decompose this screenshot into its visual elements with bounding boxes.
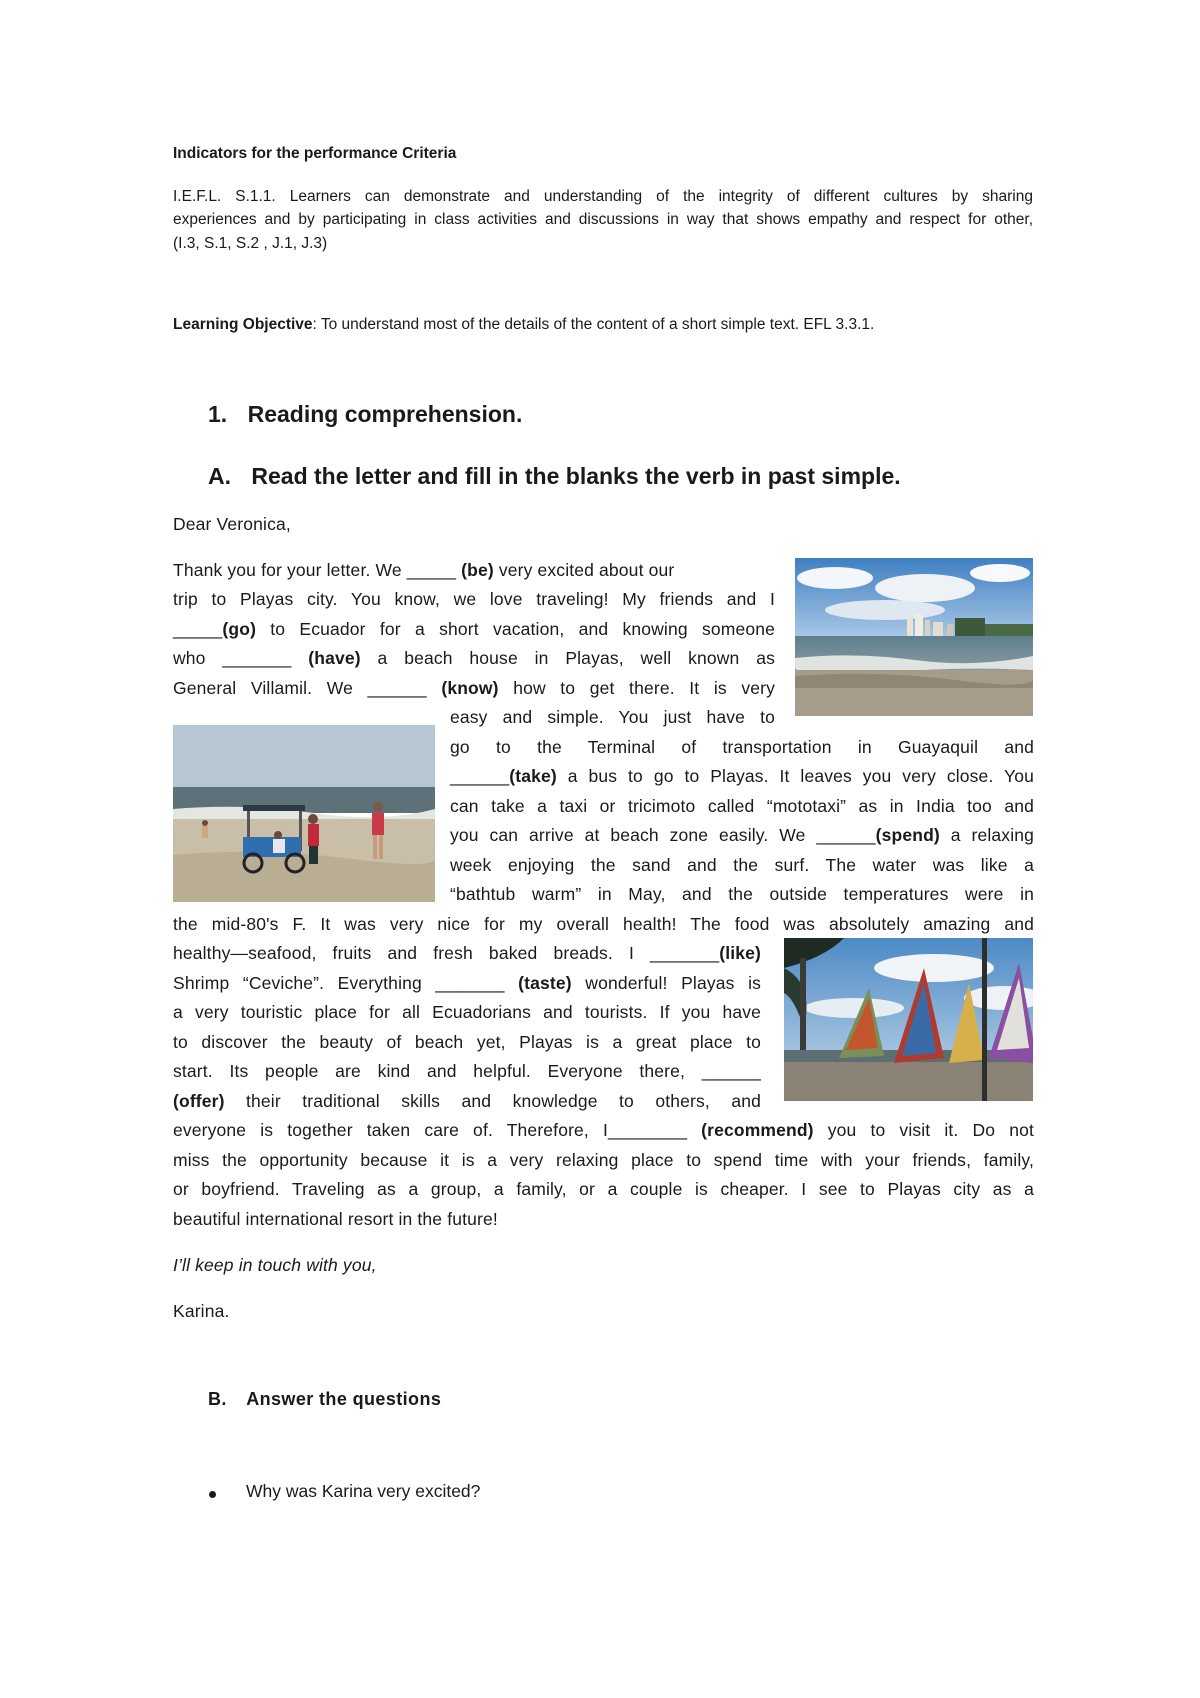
learning-objective-label: Learning Objective — [173, 316, 313, 333]
blank-verb-take: (take) — [509, 766, 557, 786]
letter-line-13: the mid-80's F. It was very nice for my overall health! The food was absolutely amazing and — [173, 914, 1034, 934]
blank-verb-have: (have) — [308, 648, 361, 668]
section-b-title: Answer the questions — [246, 1389, 442, 1409]
letter-line-16: a very touristic place for all Ecuadorians and tourists. If you have — [173, 1002, 761, 1022]
blank-verb-offer: (offer) — [173, 1091, 225, 1111]
blank-verb-be: (be) — [461, 560, 494, 580]
question-item: Why was Karina very excited? — [246, 1481, 481, 1501]
letter-greeting: Dear Veronica, — [173, 514, 291, 534]
section-a-letter: A. — [208, 463, 231, 489]
letter-line-1: Thank you for your letter. We _____ (be) very excited about our — [173, 560, 675, 580]
indicators-line-1: I.E.F.L. S.1.1. Learners can demonstrate and understanding of the integrity of different cultures by sharing — [173, 188, 1033, 205]
letter-line-19: (offer) their traditional skills and knowledge to others, and — [173, 1091, 761, 1111]
letter-line-22: or boyfriend. Traveling as a group, a family, or a couple is cheaper. I see to Playas city as a — [173, 1179, 1034, 1199]
indicators-line-3: (I.3, S.1, S.2 , J.1, J.3) — [173, 235, 328, 252]
letter-line-10: you can arrive at beach zone easily. We ______(spend) a relaxing — [450, 825, 1034, 845]
section-a-heading — [208, 463, 901, 490]
letter-line-2: trip to Playas city. You know, we love traveling! My friends and I — [173, 589, 775, 609]
letter-line-17: to discover the beauty of beach yet, Playas is a great place to — [173, 1032, 761, 1052]
learning-objective-text: : To understand most of the details of the content of a short simple text. EFL 3.3.1. — [312, 316, 875, 333]
blank-verb-recommend: (recommend) — [701, 1120, 814, 1140]
letter-signature: Karina. — [173, 1301, 230, 1321]
section-b-letter: B. — [208, 1389, 227, 1409]
beach-sails-photo — [784, 938, 1033, 1101]
section-1-title: Reading comprehension. — [247, 401, 523, 427]
letter-line-9: can take a taxi or tricimoto called “mototaxi” as in India too and — [450, 796, 1034, 816]
beach-city-photo — [795, 558, 1033, 716]
letter-line-14: healthy—seafood, fruits and fresh baked breads. I _______(like) — [173, 943, 761, 963]
blank-verb-go: (go) — [222, 619, 257, 639]
section-b-heading — [208, 1389, 441, 1410]
beach-mototaxi-photo — [173, 725, 435, 902]
letter-line-8: ______(take) a bus to go to Playas. It leaves you very close. You — [450, 766, 1034, 786]
indicators-line-2: experiences and by participating in class activities and discussions in way that shows empathy and respect for other, — [173, 211, 1033, 228]
letter-line-7: go to the Terminal of transportation in Guayaquil and — [450, 737, 1034, 757]
indicators-heading: Indicators for the performance Criteria — [173, 145, 457, 162]
letter-line-18: start. Its people are kind and helpful. Everyone there, ______ — [173, 1061, 761, 1081]
letter-line-23: beautiful international resort in the future! — [173, 1209, 498, 1229]
letter-line-21: miss the opportunity because it is a very relaxing place to spend time with your friends, family, — [173, 1150, 1034, 1170]
letter-line-6: easy and simple. You just have to — [450, 707, 775, 727]
blank-verb-spend: (spend) — [875, 825, 940, 845]
letter-line-15: Shrimp “Ceviche”. Everything _______ (taste) wonderful! Playas is — [173, 973, 762, 993]
section-1-number: 1. — [208, 401, 228, 427]
letter-line-11: week enjoying the sand and the surf. The water was like a — [450, 855, 1034, 875]
bullet-icon — [209, 1491, 216, 1498]
letter-closing: I’ll keep in touch with you, — [173, 1255, 377, 1275]
blank-verb-know: (know) — [441, 678, 499, 698]
learning-objective — [173, 313, 874, 336]
blank-verb-like: (like) — [719, 943, 761, 963]
letter-line-12: “bathtub warm” in May, and the outside temperatures were in — [450, 884, 1034, 904]
letter-line-4: who _______ (have) a beach house in Playas, well known as — [173, 648, 775, 668]
section-1-heading — [208, 401, 522, 428]
letter-line-3: _____(go) to Ecuador for a short vacation, and knowing someone — [173, 619, 775, 639]
letter-line-20: everyone is together taken care of. Therefore, I________ (recommend) you to visit it. Do not — [173, 1120, 1035, 1140]
section-a-title: Read the letter and fill in the blanks the verb in past simple. — [251, 463, 901, 489]
blank-verb-taste: (taste) — [518, 973, 572, 993]
letter-line-5: General Villamil. We ______ (know) how to get there. It is very — [173, 678, 775, 698]
